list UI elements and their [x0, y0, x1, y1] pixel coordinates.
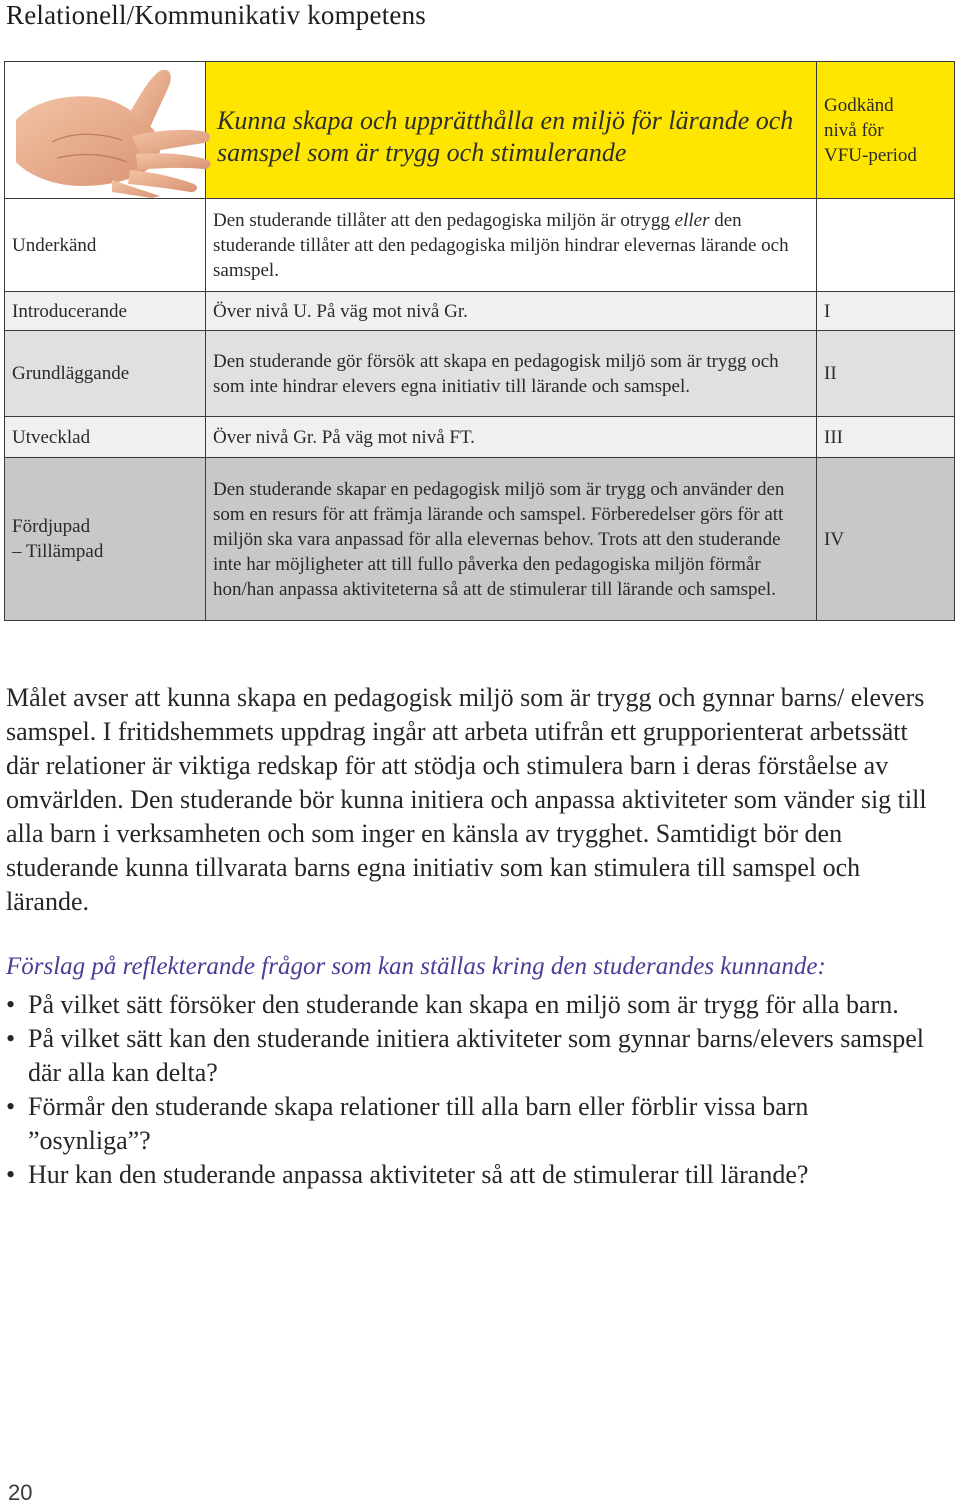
- approved-label-line: VFU-period: [824, 144, 917, 166]
- rubric-row-utvecklad: [5, 417, 955, 458]
- level-label: Utvecklad: [5, 417, 206, 458]
- rubric-row-introducerande: [5, 292, 955, 331]
- level-label: Introducerande: [5, 292, 206, 331]
- level-roman: II: [817, 331, 955, 417]
- level-description: Över nivå U. På väg mot nivå Gr.: [206, 292, 817, 331]
- level-description: Den studerande skapar en pedagogisk miljö som är trygg och använder den som en resurs för att främja lärande och samspel. Förberedelser görs för att miljön ska vara anpassad för alla elevernas behov. Trots att den studerande inte har möjligheter att till fullo påverka den pedagogiska miljön förmår hon/han anpassa aktiviteterna så att de stimulerar till lärande och samspel.: [206, 458, 817, 621]
- reflective-questions-list: [6, 988, 926, 1192]
- level-description: [206, 199, 817, 292]
- hand-image-cell: [5, 62, 206, 199]
- level-description: Över nivå Gr. På väg mot nivå FT.: [206, 417, 817, 458]
- description-text: Den studerande tillåter att den pedagogiska miljön är otrygg: [213, 209, 670, 231]
- competence-rubric-table: [4, 61, 955, 621]
- list-item: [6, 1022, 926, 1090]
- question-text: Förmår den studerande skapa relationer till alla barn eller förblir vissa barn ”osynliga”?: [28, 1092, 809, 1155]
- bullet-icon: •: [6, 1024, 16, 1053]
- level-label: Underkänd: [5, 199, 206, 292]
- page-title: Relationell/Kommunikativ kompetens: [6, 0, 426, 30]
- body-paragraph: Målet avser att kunna skapa en pedagogisk miljö som är trygg och gynnar barns/ elevers samspel. I fritidshemmets uppdrag ingår att arbeta utifrån ett grupporienterat arbetssätt där relationer är viktiga redskap för att stödja och stimulera barn i deras förståelse av omvärlden. Den studerande bör kunna initiera och anpassa aktiviteter som vänder sig till alla barn i verksamheten och som inger en känsla av trygghet. Samtidigt bör den studerande kunna tillvarata barns egna initiativ som kan stimulera till samspel och lärande.: [6, 683, 927, 916]
- rubric-row-fordjupad: [5, 458, 955, 621]
- hand-icon: [12, 62, 213, 198]
- level-label-line: Fördjupad: [12, 516, 91, 537]
- rubric-header-row: [5, 62, 955, 199]
- list-item: [6, 1090, 926, 1158]
- level-roman: IV: [817, 458, 955, 621]
- question-text: På vilket sätt försöker den studerande kan skapa en miljö som är trygg för alla barn.: [28, 990, 899, 1019]
- bullet-icon: •: [6, 1160, 16, 1189]
- level-label: Grundläggande: [5, 331, 206, 417]
- bullet-icon: •: [6, 990, 16, 1019]
- rubric-header-title-cell: [206, 62, 817, 199]
- question-text: Hur kan den studerande anpassa aktiviteter så att de stimulerar till lärande?: [28, 1160, 809, 1189]
- level-roman: I: [817, 292, 955, 331]
- question-text: På vilket sätt kan den studerande initiera aktiviteter som gynnar barns/elevers samspel där alla kan delta?: [28, 1024, 925, 1087]
- description-text: den studerande tillåter att den pedagogiska miljön hindrar elevernas lärande och samspel.: [213, 209, 789, 281]
- level-label: [5, 458, 206, 621]
- rubric-row-underkand: [5, 199, 955, 292]
- list-item: [6, 988, 926, 1022]
- questions-heading: Förslag på reflekterande frågor som kan ställas kring den studerandes kunnande:: [6, 953, 826, 980]
- approved-label-line: nivå för: [824, 119, 884, 141]
- page-number: 20: [8, 1480, 33, 1505]
- rubric-row-grundlaggande: [5, 331, 955, 417]
- level-roman: [817, 199, 955, 292]
- bullet-icon: •: [6, 1092, 16, 1121]
- approved-level-header: [817, 62, 955, 199]
- description-emphasis: eller: [674, 209, 710, 231]
- level-label-line: – Tillämpad: [12, 541, 104, 562]
- approved-label-line: Godkänd: [824, 94, 894, 116]
- rubric-header-title: Kunna skapa och upprätthålla en miljö för lärande och samspel som är trygg och stimulerande: [217, 106, 794, 167]
- list-item: [6, 1158, 926, 1192]
- level-roman: III: [817, 417, 955, 458]
- level-description: Den studerande gör försök att skapa en pedagogisk miljö som är trygg och som inte hindrar elevers egna initiativ till lärande och samspel.: [206, 331, 817, 417]
